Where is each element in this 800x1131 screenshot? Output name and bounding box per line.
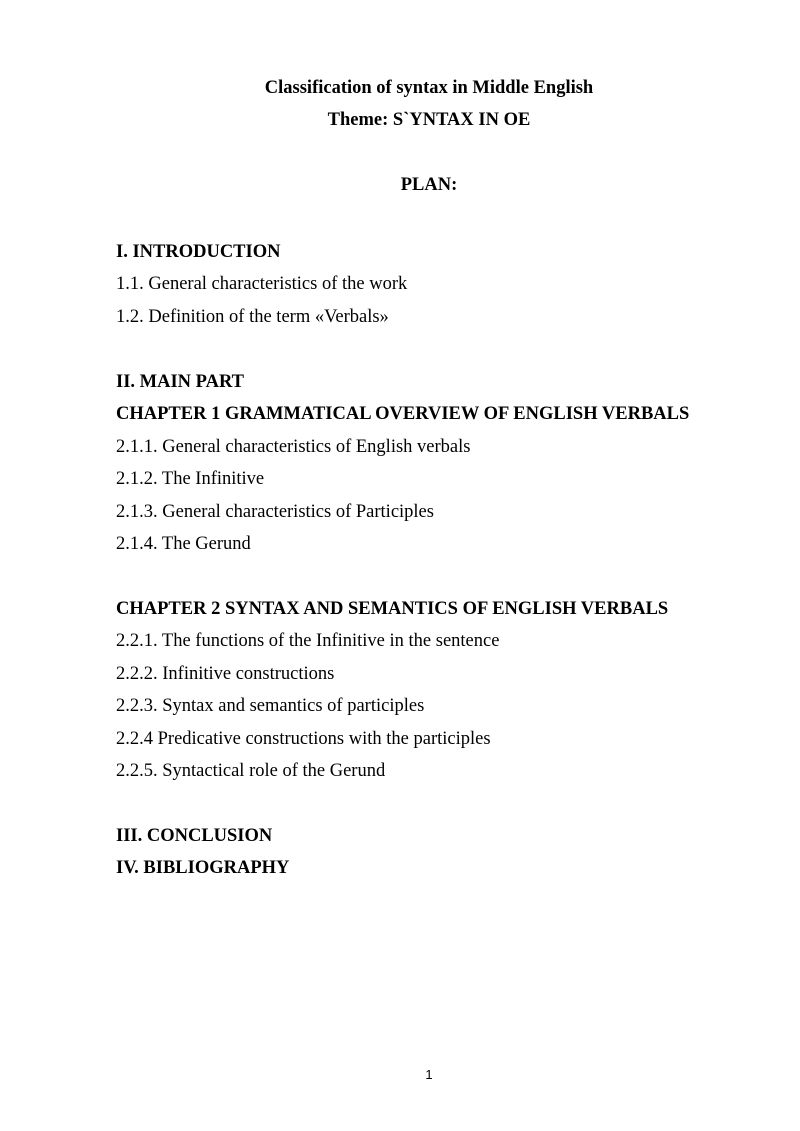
plan-item: 1.2. Definition of the term «Verbals» [116,307,389,327]
plan-item: 2.2.5. Syntactical role of the Gerund [116,761,386,781]
chapter-2-heading: CHAPTER 2 SYNTAX AND SEMANTICS OF ENGLISH VERBALS [116,599,669,619]
plan-item: 2.2.1. The functions of the Infinitive in the sentence [116,631,500,651]
page-number: 1 [425,1067,433,1082]
plan-item: 2.2.4 Predicative constructions with the participles [116,729,491,749]
chapter-1-heading: CHAPTER 1 GRAMMATICAL OVERVIEW OF ENGLISH VERBALS [116,404,690,424]
plan-item: 2.1.1. General characteristics of English verbals [116,437,471,457]
conclusion-heading: III. CONCLUSION [116,826,273,846]
main-part-heading: II. MAIN PART [116,372,244,392]
document-title: Classification of syntax in Middle English [264,78,594,98]
plan-item: 1.1. General characteristics of the work [116,274,408,294]
bibliography-heading: IV. BIBLIOGRAPHY [116,858,290,878]
plan-item: 2.2.3. Syntax and semantics of participles [116,696,425,716]
plan-heading: PLAN: [400,175,458,195]
plan-item: 2.2.2. Infinitive constructions [116,664,335,684]
plan-item: 2.1.4. The Gerund [116,534,251,554]
introduction-heading: I. INTRODUCTION [116,242,281,262]
plan-item: 2.1.3. General characteristics of Participles [116,502,434,522]
document-theme: Theme: S`YNTAX IN OE [327,110,531,130]
plan-item: 2.1.2. The Infinitive [116,469,265,489]
